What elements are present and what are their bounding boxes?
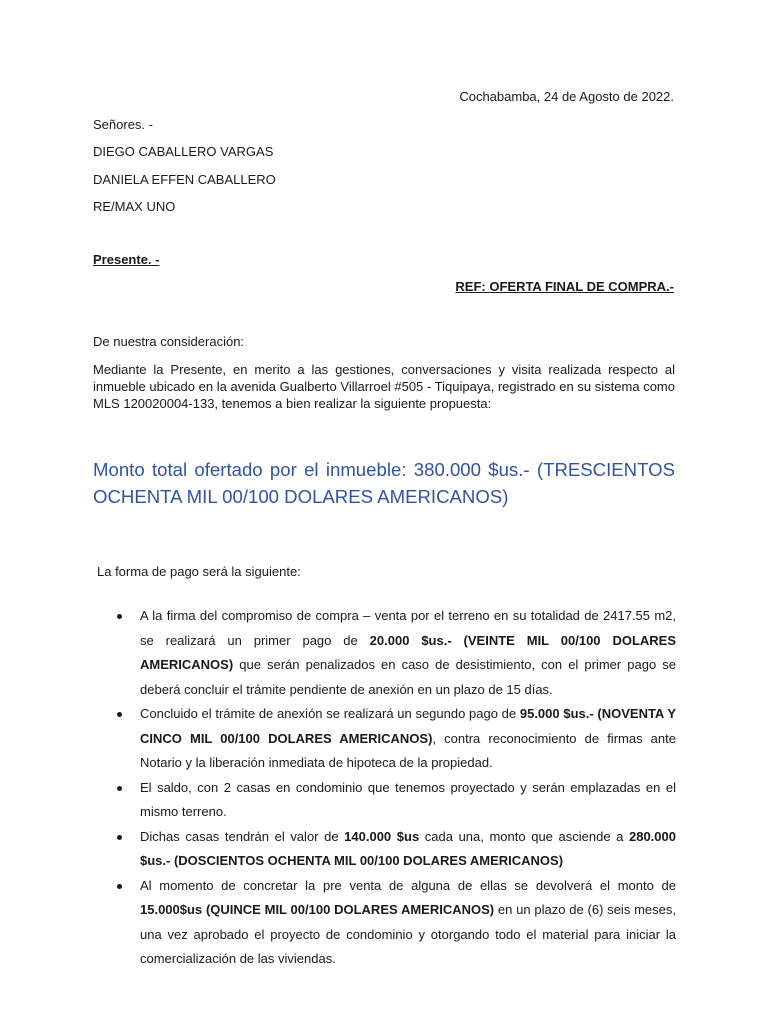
greeting: De nuestra consideración: <box>93 334 245 349</box>
list-item <box>0 604 676 702</box>
date-line: Cochabamba, 24 de Agosto de 2022. <box>459 89 674 104</box>
bullet-bold: 280.000 $us.- (DOSCIENTOS OCHENTA MIL 00/100 DOLARES AMERICANOS) <box>140 828 676 868</box>
bullet-text: Dichas casas tendrán el valor de <box>140 828 345 844</box>
bullet-icon <box>117 712 122 717</box>
payment-intro: La forma de pago será la siguiente: <box>97 564 301 579</box>
bullet-text: Al momento de concretar la pre venta de alguna de ellas se devolverá el monto de <box>140 877 676 893</box>
bullet-bold: 95.000 $us.- (NOVENTA Y CINCO MIL 00/100 DOLARES AMERICANOS) <box>140 706 676 746</box>
bullet-icon <box>117 835 122 840</box>
bullet-icon <box>117 884 122 889</box>
bullet-text: Concluido el trámite de anexión se realizará un segundo pago de <box>140 706 520 721</box>
bullet-bold: 140.000 $us <box>344 828 420 844</box>
payment-list <box>0 604 676 972</box>
list-item <box>0 825 676 874</box>
bullet-text: en un plazo de (6) seis meses, una vez aprobado el proyecto de condominio y otorgando todo el material para iniciar la comercialización de las viviendas. <box>140 902 677 966</box>
bullet-text: cada una, monto que asciende a <box>419 828 629 844</box>
body-paragraph: Mediante la Presente, en merito a las gestiones, conversaciones y visita realizada respecto al inmueble ubicado en la avenida Gualberto Villarroel #505 - Tiquipaya, registrado en su sistema como MLS 120020004-133, tenemos a bien realizar la siguiente propuesta: <box>93 362 675 411</box>
list-item <box>0 702 676 776</box>
recipient-1: DIEGO CABALLERO VARGAS <box>93 144 274 159</box>
bullet-text: que serán penalizados en caso de desistimiento, con el primer pago se deberá concluir el trámite pendiente de anexión en un plazo de 15 días. <box>140 657 676 697</box>
recipient-2: DANIELA EFFEN CABALLERO <box>93 172 276 187</box>
reference-line: REF: OFERTA FINAL DE COMPRA.- <box>455 279 674 294</box>
list-item <box>0 874 676 972</box>
bullet-text: El saldo, con 2 casas en condominio que tenemos proyectado y serán emplazadas en el mismo terreno. <box>140 779 676 819</box>
salutation: Señores. - <box>93 117 153 132</box>
bullet-icon <box>117 786 122 791</box>
presente-label: Presente. - <box>93 252 160 267</box>
list-item <box>0 776 676 825</box>
bullet-text: A la firma del compromiso de compra – venta por el terreno en su totalidad de 2417.55 m2, se realizará un primer pago de <box>140 608 676 648</box>
bullet-text: , contra reconocimiento de firmas ante Notario y la liberación inmediata de hipoteca de la propiedad. <box>140 730 676 770</box>
recipient-3: RE/MAX UNO <box>93 199 176 214</box>
offer-headline: Monto total ofertado por el inmueble: 380.000 $us.- (TRESCIENTOS OCHENTA MIL 00/100 DOLARES AMERICANOS) <box>93 459 675 507</box>
bullet-bold: 20.000 $us.- (VEINTE MIL 00/100 DOLARES AMERICANOS) <box>140 632 676 672</box>
bullet-icon <box>117 614 122 619</box>
bullet-bold: 15.000$us (QUINCE MIL 00/100 DOLARES AMERICANOS) <box>140 902 495 917</box>
